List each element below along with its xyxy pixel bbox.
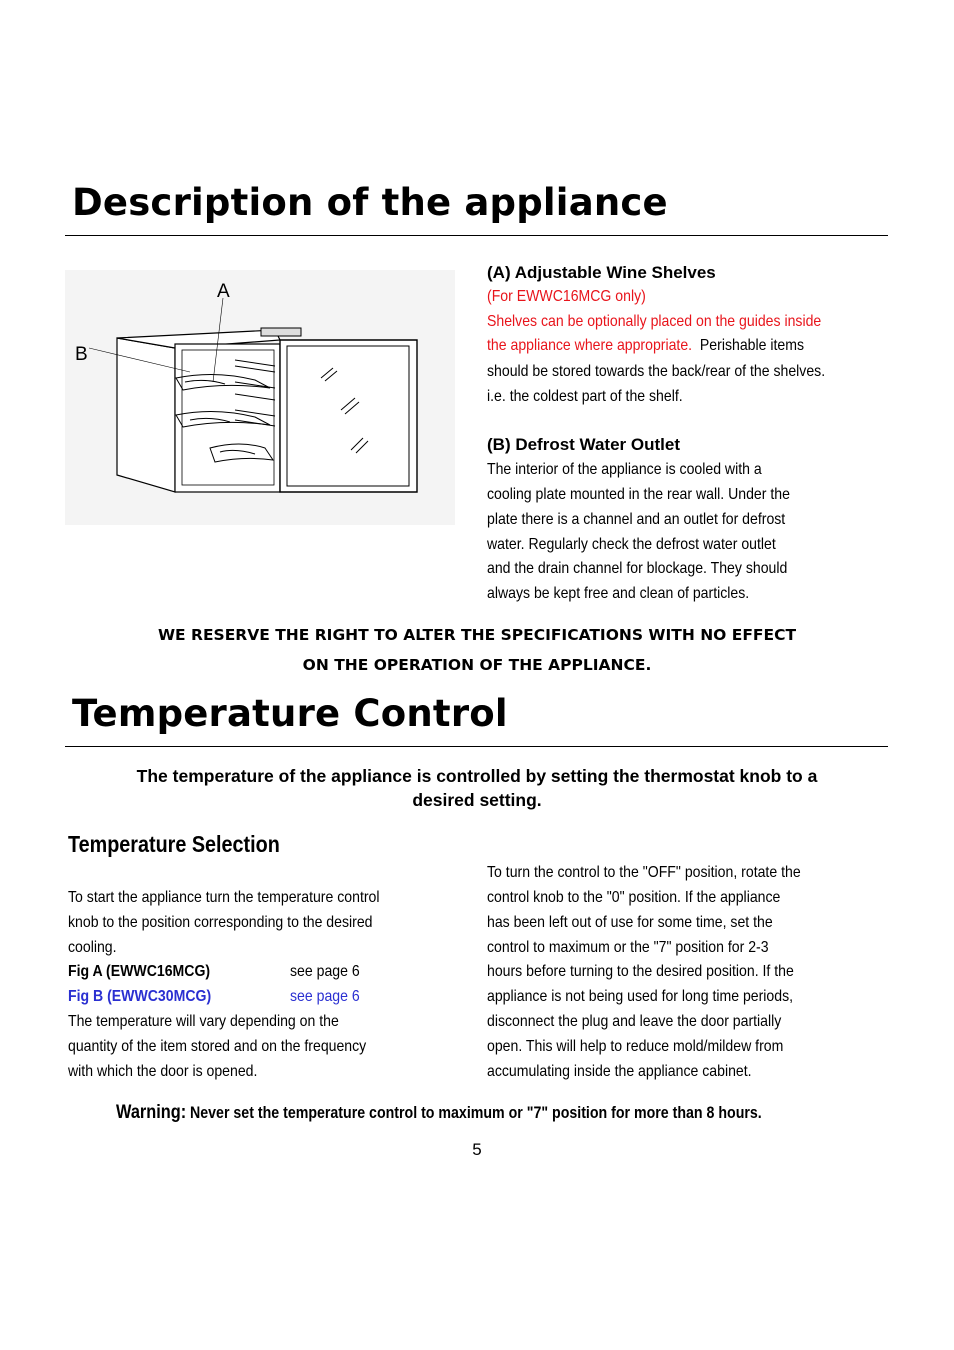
figure-label-b: B [75, 344, 88, 365]
right-line-5: hours before turning to the desired position. If the [487, 963, 794, 980]
title-rule [65, 235, 888, 236]
part-a-red-line-2: Shelves can be optionally placed on the guides inside [487, 313, 822, 330]
left-line-1: To start the appliance turn the temperature control [68, 889, 380, 906]
subheading-temperature-selection: Temperature Selection [68, 831, 280, 857]
part-a-line-1: should be stored towards the back/rear of the shelves. [487, 363, 826, 380]
part-b-heading: (B) Defrost Water Outlet [487, 435, 680, 454]
notice-line-1: WE RESERVE THE RIGHT TO ALTER THE SPECIFICATIONS WITH NO EFFECT [157, 626, 797, 644]
fig-a-label: Fig A (EWWC16MCG) [68, 963, 211, 980]
part-b-line-2: cooling plate mounted in the rear wall. Under the [487, 486, 790, 503]
section-title-temperature-control: Temperature Control [72, 692, 508, 735]
page-number: 5 [472, 1140, 482, 1159]
section-title-description: Description of the appliance [72, 181, 668, 224]
part-b-line-4: water. Regularly check the defrost water outlet [487, 536, 776, 553]
figure-label-a: A [217, 281, 230, 302]
right-line-8: open. This will help to reduce mold/mildew from [487, 1038, 784, 1055]
intro-line-1: The temperature of the appliance is controlled by setting the thermostat knob to a [136, 766, 818, 786]
fig-b-label: Fig B (EWWC30MCG) [68, 988, 212, 1005]
part-b-line-1: The interior of the appliance is cooled with a [487, 461, 762, 478]
right-line-2: control knob to the "0" position. If the appliance [487, 889, 781, 906]
part-a-red-line-3: the appliance where appropriate. [487, 337, 693, 354]
right-line-6: appliance is not being used for long time periods, [487, 988, 794, 1005]
part-b-line-6: always be kept free and clean of particles. [487, 585, 750, 602]
right-line-1: To turn the control to the "OFF" position, rotate the [487, 864, 801, 881]
right-line-3: has been left out of use for some time, set the [487, 914, 773, 931]
left-line-3: cooling. [68, 939, 117, 956]
part-a-tail: Perishable items [699, 337, 804, 354]
right-line-7: disconnect the plug and leave the door partially [487, 1013, 782, 1030]
wine-cooler-illustration [65, 270, 455, 525]
right-line-4: control to maximum or the "7" position for 2-3 [487, 939, 769, 956]
warning-text: Never set the temperature control to maximum or "7" position for more than 8 hours. [190, 1104, 762, 1122]
part-b-line-3: plate there is a channel and an outlet for defrost [487, 511, 786, 528]
left-line-5: quantity of the item stored and on the frequency [68, 1038, 367, 1055]
warning-label: Warning: [116, 1102, 187, 1123]
part-a-red-line-3-row [487, 337, 804, 355]
warning [116, 1102, 762, 1124]
part-a-heading: (A) Adjustable Wine Shelves [487, 263, 716, 282]
right-line-9: accumulating inside the appliance cabinet. [487, 1063, 752, 1080]
intro-line-2: desired setting. [412, 790, 542, 810]
part-b-line-5: and the drain channel for blockage. They should [487, 560, 788, 577]
left-line-2: knob to the position corresponding to the desired [68, 914, 373, 931]
title-rule [65, 746, 888, 747]
fig-a-ref: see page 6 [290, 963, 360, 980]
left-line-4: The temperature will vary depending on the [68, 1013, 339, 1030]
fig-b-ref: see page 6 [290, 988, 360, 1005]
part-a-line-2: i.e. the coldest part of the shelf. [487, 388, 683, 405]
left-line-6: with which the door is opened. [68, 1063, 258, 1080]
notice-line-2: ON THE OPERATION OF THE APPLIANCE. [302, 656, 652, 674]
part-a-red-line-1: (For EWWC16MCG only) [487, 288, 646, 305]
appliance-figure [65, 270, 455, 525]
